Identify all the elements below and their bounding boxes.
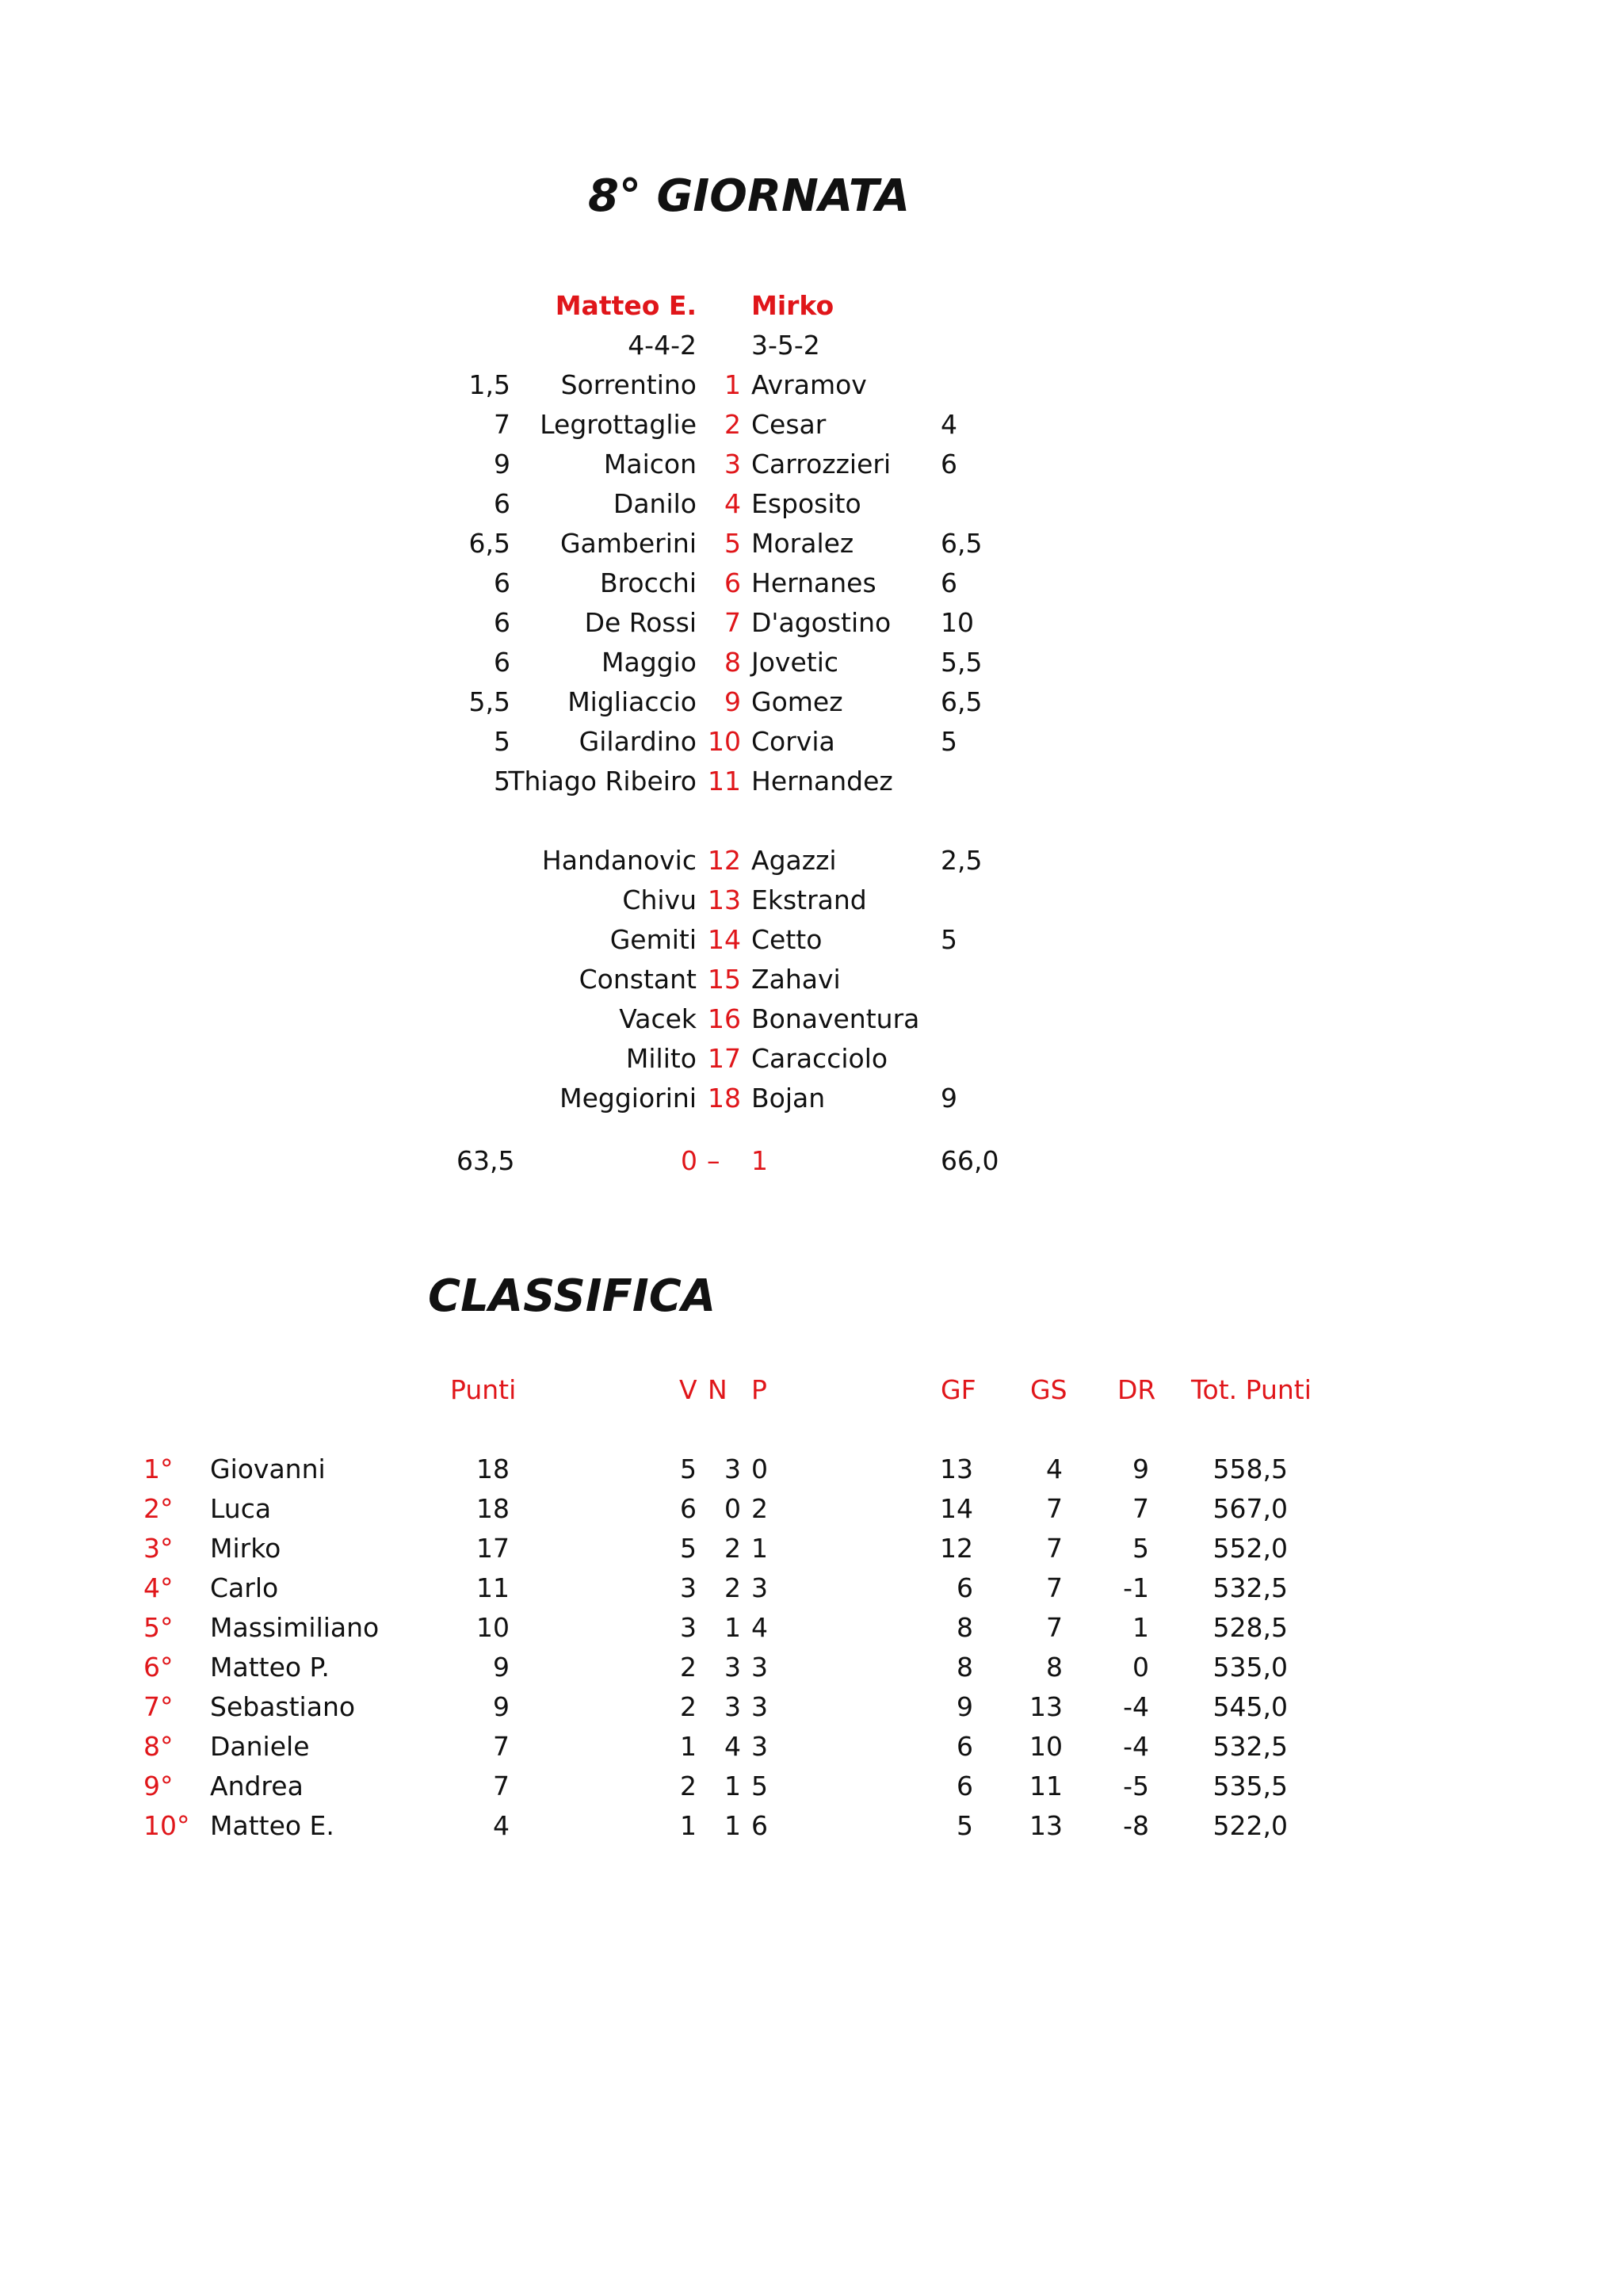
shirt-number: 14: [708, 924, 741, 955]
away-vote: 4: [941, 409, 957, 440]
position: 2°: [143, 1493, 174, 1524]
tot-punti: 528,5: [1212, 1612, 1288, 1643]
perse: 0: [751, 1454, 768, 1484]
perse: 1: [751, 1533, 768, 1564]
differenza-reti: -8: [1123, 1810, 1149, 1841]
header-punti: Punti: [450, 1374, 517, 1405]
team-name: Mirko: [210, 1533, 281, 1564]
position: 1°: [143, 1454, 174, 1484]
standings-row: [0, 1493, 1623, 1535]
vinte: 6: [680, 1493, 697, 1524]
lineup-row: [0, 847, 1623, 887]
differenza-reti: 5: [1132, 1533, 1149, 1564]
perse: 4: [751, 1612, 768, 1643]
gol-fatti: 8: [957, 1612, 973, 1643]
standings-row: [0, 1614, 1623, 1654]
punti: 9: [493, 1691, 510, 1722]
tot-punti: 558,5: [1212, 1454, 1288, 1484]
home-vote: 6: [494, 607, 510, 638]
lineup-row: [0, 728, 1623, 768]
lineup-row: [0, 649, 1623, 689]
away-player: Moralez: [751, 528, 854, 559]
gol-subiti: 8: [1046, 1652, 1063, 1683]
home-player: Maicon: [603, 449, 697, 479]
gol-subiti: 7: [1046, 1612, 1063, 1643]
home-player: Migliaccio: [567, 686, 697, 717]
gol-fatti: 6: [957, 1572, 973, 1603]
gol-subiti: 13: [1029, 1810, 1063, 1841]
team-name: Matteo P.: [210, 1652, 330, 1683]
away-vote: 6,5: [941, 686, 983, 717]
vinte: 3: [680, 1572, 697, 1603]
standings-row: [0, 1733, 1623, 1773]
team-name: Giovanni: [210, 1454, 326, 1484]
home-vote: 5,5: [468, 686, 510, 717]
away-player: Avramov: [751, 369, 867, 400]
shirt-number: 12: [708, 845, 741, 876]
position: 5°: [143, 1612, 174, 1643]
shirt-number: 9: [724, 686, 741, 717]
position: 8°: [143, 1731, 174, 1762]
home-player: Vacek: [619, 1003, 697, 1034]
home-player: Gemiti: [609, 924, 697, 955]
differenza-reti: 7: [1132, 1493, 1149, 1524]
standings-row: [0, 1773, 1623, 1813]
gol-subiti: 10: [1029, 1731, 1063, 1762]
gol-subiti: 7: [1046, 1572, 1063, 1603]
away-player: D'agostino: [751, 607, 892, 638]
shirt-number: 7: [724, 607, 741, 638]
away-team-name: Mirko: [751, 290, 834, 321]
gol-subiti: 4: [1046, 1454, 1063, 1484]
punti: 10: [476, 1612, 510, 1643]
vinte: 2: [680, 1771, 697, 1801]
home-vote: 7: [494, 409, 510, 440]
header-v: V: [679, 1374, 697, 1405]
vinte: 1: [680, 1731, 697, 1762]
team-name: Carlo: [210, 1572, 279, 1603]
punti: 9: [493, 1652, 510, 1683]
position: 9°: [143, 1771, 174, 1801]
gol-fatti: 14: [940, 1493, 973, 1524]
gol-fatti: 13: [940, 1454, 973, 1484]
away-vote: 6: [941, 449, 957, 479]
tot-punti: 535,5: [1212, 1771, 1288, 1801]
away-player: Caracciolo: [751, 1043, 888, 1074]
punti: 7: [493, 1731, 510, 1762]
lineup-row: [0, 1085, 1623, 1125]
away-player: Corvia: [751, 726, 835, 757]
shirt-number: 5: [724, 528, 741, 559]
gol-subiti: 7: [1046, 1533, 1063, 1564]
away-goals: 1: [751, 1145, 768, 1176]
gol-subiti: 13: [1029, 1691, 1063, 1722]
home-vote: 6: [494, 488, 510, 519]
gol-subiti: 11: [1029, 1771, 1063, 1801]
team-name: Sebastiano: [210, 1691, 356, 1722]
away-formation: 3-5-2: [751, 330, 820, 361]
gol-fatti: 6: [957, 1731, 973, 1762]
away-vote: 6,5: [941, 528, 983, 559]
away-vote: 5: [941, 924, 957, 955]
away-player: Gomez: [751, 686, 843, 717]
header-tot-punti: Tot. Punti: [1191, 1374, 1312, 1405]
away-player: Cetto: [751, 924, 823, 955]
gol-fatti: 5: [957, 1810, 973, 1841]
standings-row: [0, 1654, 1623, 1694]
shirt-number: 17: [708, 1043, 741, 1074]
shirt-number: 4: [724, 488, 741, 519]
perse: 3: [751, 1691, 768, 1722]
nulle: 1: [724, 1810, 741, 1841]
standings-row: [0, 1691, 1623, 1733]
position: 6°: [143, 1652, 174, 1683]
position: 7°: [143, 1691, 174, 1722]
punti: 4: [493, 1810, 510, 1841]
away-vote: 6: [941, 567, 957, 598]
perse: 3: [751, 1652, 768, 1683]
away-player: Bonaventura: [751, 1003, 920, 1034]
shirt-number: 3: [724, 449, 741, 479]
tot-punti: 552,0: [1212, 1533, 1288, 1564]
home-vote: 5: [494, 726, 510, 757]
nulle: 4: [724, 1731, 741, 1762]
vinte: 2: [680, 1652, 697, 1683]
nulle: 3: [724, 1454, 741, 1484]
differenza-reti: -5: [1123, 1771, 1149, 1801]
away-player: Esposito: [751, 488, 861, 519]
away-total: 66,0: [941, 1145, 999, 1176]
vinte: 5: [680, 1454, 697, 1484]
shirt-number: 8: [724, 647, 741, 678]
home-vote: 1,5: [468, 369, 510, 400]
punti: 18: [476, 1454, 510, 1484]
away-player: Zahavi: [751, 964, 841, 995]
away-player: Carrozzieri: [751, 449, 892, 479]
header-n: N: [708, 1374, 727, 1405]
away-player: Cesar: [751, 409, 827, 440]
away-player: Ekstrand: [751, 884, 867, 915]
team-name: Andrea: [210, 1771, 304, 1801]
perse: 2: [751, 1493, 768, 1524]
lineup-row: [0, 966, 1623, 1006]
away-player: Bojan: [751, 1083, 826, 1114]
punti: 11: [476, 1572, 510, 1603]
tot-punti: 532,5: [1212, 1731, 1288, 1762]
home-player: De Rossi: [584, 607, 697, 638]
vinte: 3: [680, 1612, 697, 1643]
nulle: 1: [724, 1612, 741, 1643]
differenza-reti: -4: [1123, 1691, 1149, 1722]
home-player: Constant: [579, 964, 697, 995]
home-vote: 6: [494, 647, 510, 678]
shirt-number: 1: [724, 369, 741, 400]
tot-punti: 567,0: [1212, 1493, 1288, 1524]
gol-fatti: 8: [957, 1652, 973, 1683]
lineup-row: [0, 369, 1623, 411]
home-vote: 6: [494, 567, 510, 598]
perse: 5: [751, 1771, 768, 1801]
nulle: 3: [724, 1652, 741, 1683]
home-player: Thiago Ribeiro: [508, 766, 697, 797]
lineup-row: [0, 488, 1623, 530]
home-vote: 5: [494, 766, 510, 797]
team-name: Daniele: [210, 1731, 310, 1762]
lineup-row: [0, 1003, 1623, 1045]
header-dr: DR: [1117, 1374, 1156, 1405]
classifica-title: CLASSIFICA: [428, 1270, 716, 1322]
lineup-row: [0, 884, 1623, 926]
gol-fatti: 6: [957, 1771, 973, 1801]
away-player: Jovetic: [751, 647, 839, 678]
score-dash: –: [707, 1145, 720, 1176]
shirt-number: 2: [724, 409, 741, 440]
standings-row: [0, 1810, 1623, 1852]
team-name: Luca: [210, 1493, 272, 1524]
nulle: 2: [724, 1533, 741, 1564]
gol-fatti: 9: [957, 1691, 973, 1722]
home-player: Gilardino: [579, 726, 697, 757]
tot-punti: 545,0: [1212, 1691, 1288, 1722]
shirt-number: 11: [708, 766, 741, 797]
home-vote: 6,5: [468, 528, 510, 559]
lineup-row: [0, 609, 1623, 649]
header-p: P: [751, 1374, 767, 1405]
lineup-row: [0, 686, 1623, 728]
gol-subiti: 7: [1046, 1493, 1063, 1524]
tot-punti: 535,0: [1212, 1652, 1288, 1683]
tot-punti: 532,5: [1212, 1572, 1288, 1603]
lineup-row: [0, 451, 1623, 491]
vinte: 2: [680, 1691, 697, 1722]
perse: 6: [751, 1810, 768, 1841]
header-gs: GS: [1030, 1374, 1067, 1405]
giornata-title: 8° GIORNATA: [588, 170, 911, 222]
shirt-number: 13: [708, 884, 741, 915]
team-name: Matteo E.: [210, 1810, 334, 1841]
away-player: Agazzi: [751, 845, 837, 876]
home-goals: 0: [681, 1145, 697, 1176]
shirt-number: 18: [708, 1083, 741, 1114]
shirt-number: 16: [708, 1003, 741, 1034]
home-player: Milito: [625, 1043, 697, 1074]
gol-fatti: 12: [940, 1533, 973, 1564]
position: 4°: [143, 1572, 174, 1603]
standings-row: [0, 1535, 1623, 1575]
punti: 7: [493, 1771, 510, 1801]
position: 10°: [143, 1810, 190, 1841]
home-player: Meggiorini: [559, 1083, 697, 1114]
nulle: 0: [724, 1493, 741, 1524]
standings-row: [0, 1456, 1623, 1496]
shirt-number: 6: [724, 567, 741, 598]
away-vote: 5: [941, 726, 957, 757]
home-player: Danilo: [613, 488, 697, 519]
home-player: Brocchi: [599, 567, 697, 598]
home-vote: 9: [494, 449, 510, 479]
away-player: Hernanes: [751, 567, 876, 598]
home-player: Sorrentino: [560, 369, 697, 400]
nulle: 1: [724, 1771, 741, 1801]
shirt-number: 10: [708, 726, 741, 757]
lineup-row: [0, 1045, 1623, 1085]
lineup-row: [0, 768, 1623, 808]
away-player: Hernandez: [751, 766, 893, 797]
punti: 17: [476, 1533, 510, 1564]
home-total: 63,5: [456, 1145, 515, 1176]
home-team-name: Matteo E.: [555, 290, 697, 321]
nulle: 3: [724, 1691, 741, 1722]
perse: 3: [751, 1731, 768, 1762]
lineup-row: [0, 411, 1623, 451]
home-player: Legrottaglie: [540, 409, 697, 440]
lineup-row: [0, 567, 1623, 609]
perse: 3: [751, 1572, 768, 1603]
punti: 18: [476, 1493, 510, 1524]
away-vote: 5,5: [941, 647, 983, 678]
away-vote: 9: [941, 1083, 957, 1114]
differenza-reti: -4: [1123, 1731, 1149, 1762]
home-player: Handanovic: [541, 845, 697, 876]
lineup-row: [0, 530, 1623, 570]
header-gf: GF: [941, 1374, 976, 1405]
differenza-reti: 0: [1132, 1652, 1149, 1683]
away-vote: 10: [941, 607, 974, 638]
standings-row: [0, 1572, 1623, 1614]
tot-punti: 522,0: [1212, 1810, 1288, 1841]
position: 3°: [143, 1533, 174, 1564]
home-player: Maggio: [601, 647, 697, 678]
home-player: Gamberini: [559, 528, 697, 559]
vinte: 1: [680, 1810, 697, 1841]
shirt-number: 15: [708, 964, 741, 995]
nulle: 2: [724, 1572, 741, 1603]
lineup-row: [0, 926, 1623, 966]
differenza-reti: 1: [1132, 1612, 1149, 1643]
differenza-reti: -1: [1123, 1572, 1149, 1603]
home-player: Chivu: [622, 884, 697, 915]
away-vote: 2,5: [941, 845, 983, 876]
team-name: Massimiliano: [210, 1612, 380, 1643]
differenza-reti: 9: [1132, 1454, 1149, 1484]
vinte: 5: [680, 1533, 697, 1564]
home-formation: 4-4-2: [628, 330, 697, 361]
